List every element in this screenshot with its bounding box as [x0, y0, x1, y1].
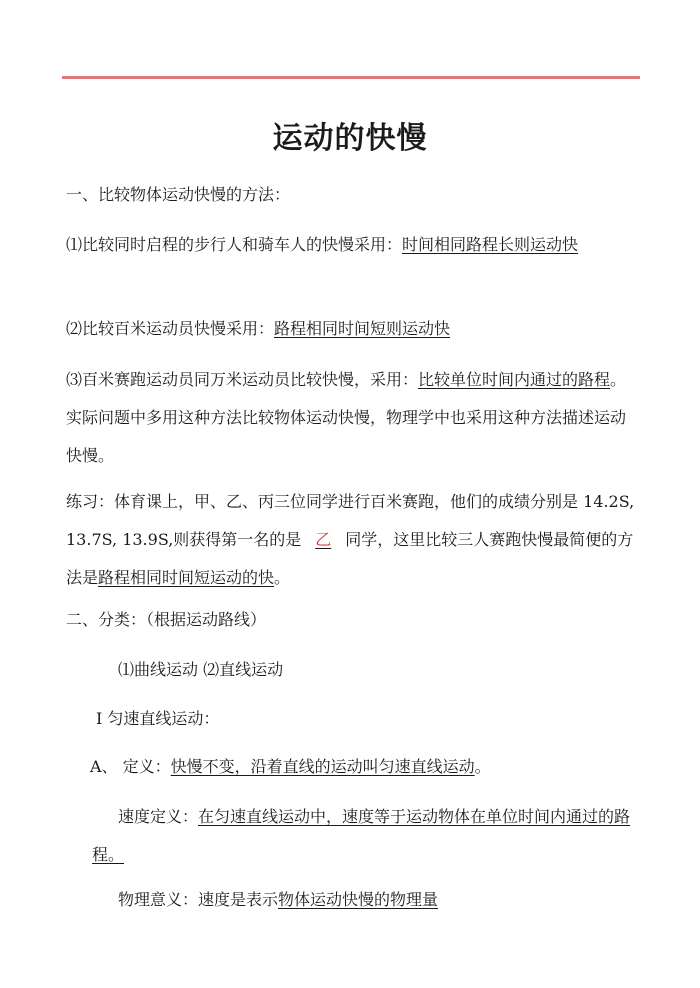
practice-text-1: 练习：体育课上，甲、乙、丙三位同学进行百米赛跑，他们的成绩分别是 14.2S, 13.7S, 13.9S,则获得第一名的是: [66, 492, 635, 549]
method-item-1: [66, 226, 636, 264]
practice-blank-answer: 乙: [315, 530, 332, 549]
physical-meaning-answer: 物体运动快慢的物理量: [278, 890, 439, 909]
section1-heading: 一、比较物体运动快慢的方法：: [66, 185, 291, 204]
method-item-3-suffix: 。实际问题中多用这种方法比较物体运动快慢，物理学中也采用这种方法描述运动快慢。: [66, 370, 627, 465]
header-rule: [62, 76, 640, 79]
physical-meaning-label: 物理意义：速度是表示: [118, 890, 279, 909]
method-item-2-answer: 路程相同时间短则运动快: [274, 319, 451, 338]
practice-paragraph: [66, 483, 636, 597]
speed-definition-answer: 在匀速直线运动中，速度等于运动物体在单位时间内通过的路程。: [92, 807, 631, 864]
practice-text-3: 。: [274, 568, 291, 587]
method-item-3-answer: 比较单位时间内通过的路程: [418, 370, 611, 389]
practice-text-2: 同学，这里比较三人赛跑快慢最简便的方法是: [66, 530, 634, 587]
page-title: 运动的快慢: [272, 121, 428, 156]
speed-definition: [92, 798, 636, 874]
definition-line: [90, 748, 660, 786]
speed-definition-label: 速度定义：: [118, 807, 199, 826]
method-item-2-prefix: ⑵比较百米运动员快慢采用：: [66, 319, 275, 338]
section2-heading: 二、分类：（根据运动路线）: [66, 610, 267, 629]
method-item-1-answer: 时间相同路程长则运动快: [402, 235, 579, 254]
definition-label: A、 定义：: [90, 757, 171, 776]
uniform-heading: Ⅰ 匀速直线运动：: [96, 709, 220, 728]
definition-answer: 快慢不变，沿着直线的运动叫匀速直线运动: [170, 757, 475, 776]
practice-answer-2: 路程相同时间短运动的快: [98, 568, 275, 587]
definition-end: 。: [474, 757, 491, 776]
method-item-3-prefix: ⑶百米赛跑运动员同万米运动员比较快慢，采用：: [66, 370, 419, 389]
method-item-3: [66, 361, 636, 475]
motion-types: ⑴曲线运动 ⑵直线运动: [118, 660, 284, 679]
method-item-2: [66, 310, 636, 348]
method-item-1-prefix: ⑴比较同时启程的步行人和骑车人的快慢采用：: [66, 235, 403, 254]
physical-meaning: [118, 881, 688, 919]
